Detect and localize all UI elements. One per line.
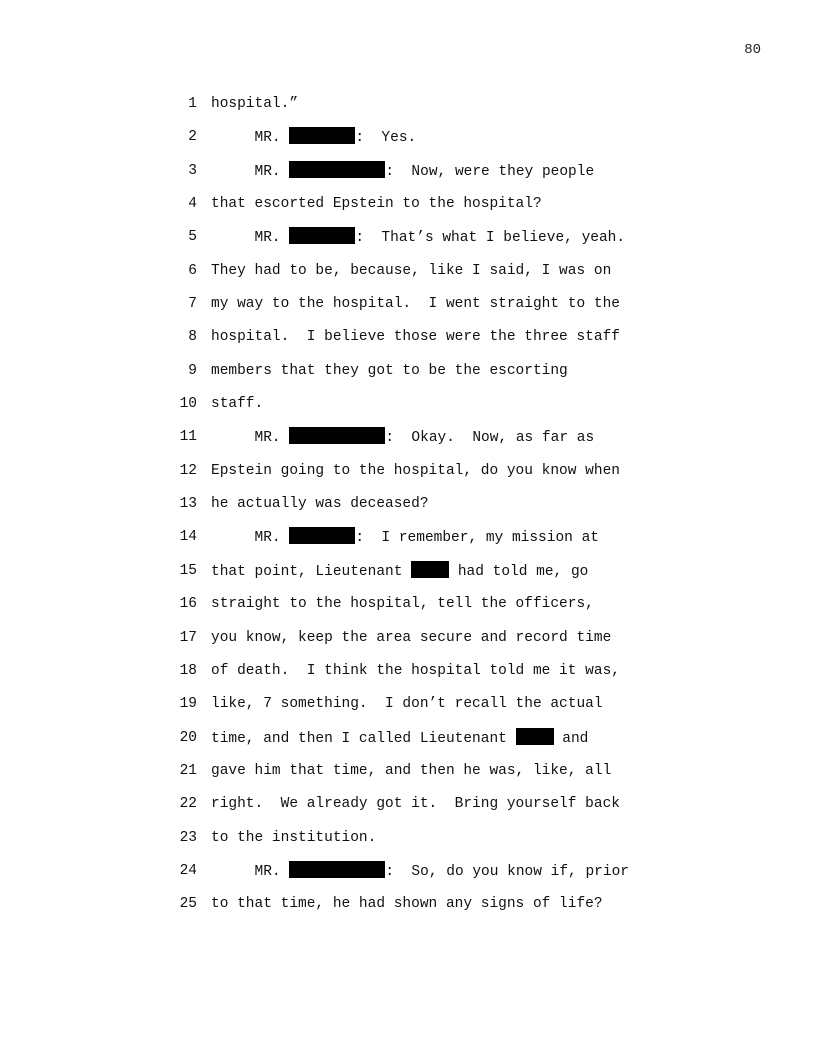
line-number: 11 [179, 429, 197, 446]
transcript-line [0, 227, 816, 260]
transcript-line [0, 761, 816, 794]
transcript-line [0, 728, 816, 761]
transcript-line [0, 327, 816, 360]
transcript-line [0, 161, 816, 194]
line-number: 2 [188, 129, 197, 146]
transcript-line [0, 794, 816, 827]
transcript-line [0, 494, 816, 527]
line-number: 13 [179, 496, 197, 513]
redaction-box [516, 728, 554, 745]
transcript-body [0, 94, 816, 928]
line-number: 17 [179, 629, 197, 646]
line-number: 22 [179, 796, 197, 813]
line-number: 12 [179, 462, 197, 479]
line-text: time, and then I called Lieutenant and [211, 728, 588, 749]
line-text: like, 7 something. I don’t recall the actual [211, 696, 603, 713]
transcript-line [0, 594, 816, 627]
transcript-line [0, 127, 816, 160]
line-number: 25 [179, 896, 197, 913]
line-text: of death. I think the hospital told me it was, [211, 662, 620, 679]
line-number: 24 [179, 862, 197, 879]
transcript-line [0, 94, 816, 127]
transcript-line [0, 694, 816, 727]
transcript-line [0, 527, 816, 560]
transcript-line [0, 894, 816, 927]
redaction-box [289, 227, 355, 244]
transcript-line [0, 194, 816, 227]
redaction-box [289, 161, 385, 178]
transcript-line [0, 461, 816, 494]
transcript-line [0, 294, 816, 327]
line-number: 4 [188, 196, 197, 213]
transcript-line [0, 394, 816, 427]
line-text: that point, Lieutenant had told me, go [211, 561, 588, 582]
line-text: They had to be, because, like I said, I was on [211, 262, 612, 279]
line-number: 18 [179, 662, 197, 679]
line-text: MR. : Now, were they people [211, 161, 594, 182]
line-number: 8 [188, 329, 197, 346]
line-text: hospital. I believe those were the three staff [211, 329, 620, 346]
line-number: 14 [179, 529, 197, 546]
redaction-box [289, 527, 355, 544]
line-number: 7 [188, 296, 197, 313]
line-text: MR. : Okay. Now, as far as [211, 427, 594, 448]
transcript-line [0, 628, 816, 661]
redaction-box [289, 427, 385, 444]
line-number: 21 [179, 762, 197, 779]
line-text: hospital.” [211, 96, 299, 112]
line-number: 23 [179, 829, 197, 846]
line-text: right. We already got it. Bring yourself back [211, 796, 620, 813]
transcript-line [0, 361, 816, 394]
transcript-line [0, 561, 816, 594]
line-number: 6 [188, 262, 197, 279]
transcript-line [0, 261, 816, 294]
line-number: 10 [179, 396, 197, 413]
redaction-box [411, 561, 449, 578]
line-number: 9 [188, 362, 197, 379]
line-text: to that time, he had shown any signs of life? [211, 896, 603, 913]
transcript-line [0, 861, 816, 894]
line-text: to the institution. [211, 829, 377, 846]
line-number: 16 [179, 596, 197, 613]
page-number: 80 [744, 42, 761, 58]
transcript-line [0, 661, 816, 694]
line-text: MR. : That’s what I believe, yeah. [211, 227, 625, 248]
line-text: members that they got to be the escorting [211, 362, 568, 379]
line-text: MR. : Yes. [211, 127, 416, 148]
line-text: Epstein going to the hospital, do you know when [211, 462, 620, 479]
redaction-box [289, 861, 385, 878]
line-text: you know, keep the area secure and record time [211, 629, 612, 646]
line-number: 5 [188, 229, 197, 246]
line-text: MR. : I remember, my mission at [211, 527, 599, 548]
line-text: gave him that time, and then he was, like, all [211, 762, 612, 779]
transcript-line [0, 828, 816, 861]
redaction-box [289, 127, 355, 144]
transcript-line [0, 427, 816, 460]
line-text: my way to the hospital. I went straight to the [211, 296, 620, 313]
line-number: 3 [188, 162, 197, 179]
line-text: MR. : So, do you know if, prior [211, 861, 629, 882]
line-number: 1 [188, 96, 197, 112]
line-text: that escorted Epstein to the hospital? [211, 196, 542, 213]
line-number: 15 [179, 562, 197, 579]
line-text: he actually was deceased? [211, 496, 429, 513]
line-number: 20 [179, 729, 197, 746]
line-text: staff. [211, 396, 264, 413]
line-text: straight to the hospital, tell the officers, [211, 596, 594, 613]
line-number: 19 [179, 696, 197, 713]
